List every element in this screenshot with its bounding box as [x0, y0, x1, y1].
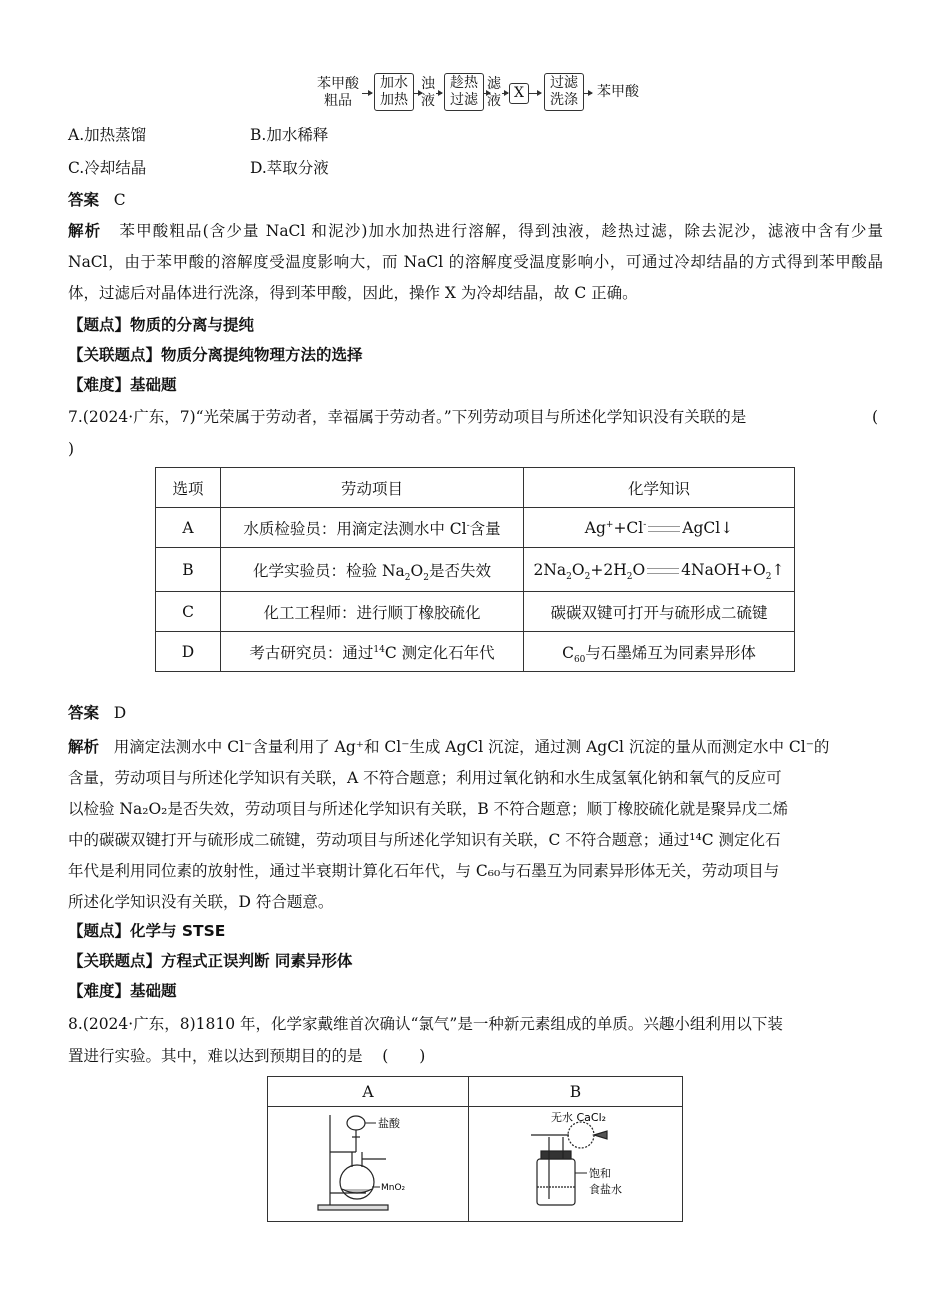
- table-cell: [524, 632, 795, 672]
- label-saturated: 饱和: [588, 1167, 611, 1180]
- cell-text: C 测定化石年代: [384, 643, 495, 662]
- flow-box-wash-line2: 洗涤: [550, 92, 578, 108]
- flow-start: [316, 76, 360, 110]
- table-row: [156, 632, 795, 672]
- label-hcl: 盐酸: [378, 1117, 400, 1130]
- table-cell: A: [156, 508, 221, 548]
- table-cell: [221, 548, 524, 592]
- flow-start-line2: 粗品: [324, 93, 352, 109]
- option-d: D.萃取分液: [250, 159, 329, 177]
- cell-text: O: [632, 560, 646, 579]
- flow-arrow: [436, 93, 442, 94]
- cell-text: 与石墨烯互为同素异形体: [585, 643, 756, 662]
- process-flow-diagram: [316, 72, 646, 114]
- flow-box-filter-line1: 趁热: [450, 75, 478, 91]
- flow-box-filter-line2: 过滤: [450, 92, 478, 108]
- table-cell: [524, 508, 795, 548]
- figure-cell-b: [469, 1107, 683, 1222]
- flow-box-wash: [544, 73, 584, 111]
- analysis-label: 解析: [68, 222, 102, 240]
- cell-text: +Cl: [613, 518, 644, 537]
- cell-sup: 14: [373, 644, 385, 655]
- flow-mid2-line2: 液: [487, 93, 501, 109]
- flow-arrow: [502, 93, 508, 94]
- equals-sign: [647, 568, 679, 574]
- cell-text: O: [571, 560, 585, 579]
- flow-mid2-line1: 滤: [487, 76, 501, 92]
- cell-text: 是否失效: [428, 561, 491, 580]
- flow-arrow: [529, 93, 541, 94]
- equals-sign: [648, 526, 680, 532]
- figure-cell-a: [268, 1107, 469, 1222]
- q6-analysis: [68, 216, 883, 309]
- cell-sub: 2: [626, 571, 633, 582]
- q7-analysis-line: 中的碳碳双键打开与硫形成二硫键，劳动项目与所述化学知识有关联，C 不符合题意；通过¹⁴C 测定化石: [68, 831, 781, 849]
- answer-value: D: [113, 704, 127, 722]
- cell-text: 2Na: [533, 560, 567, 579]
- cell-sup: -: [643, 519, 647, 530]
- table-header: 选项: [156, 468, 221, 508]
- q8-stem-text: 置进行实验。其中，难以达到预期目的的是: [68, 1047, 363, 1065]
- cell-sub: 2: [566, 571, 572, 582]
- table-cell: [221, 508, 524, 548]
- flow-box-x: X: [509, 83, 529, 104]
- cell-text: AgCl↓: [682, 518, 734, 537]
- flow-mid1: [420, 76, 436, 110]
- q6-tag-related: 【关联题点】物质分离提纯物理方法的选择: [68, 346, 363, 364]
- answer-label: 答案: [68, 191, 100, 209]
- q7-paren-close: ): [68, 440, 75, 458]
- table-header: 劳动项目: [221, 468, 524, 508]
- cell-text: 考古研究员：通过: [249, 643, 374, 662]
- cell-text: ↑: [771, 560, 785, 579]
- q7-table: [155, 467, 795, 672]
- cell-sup: -: [466, 520, 470, 531]
- table-header: B: [469, 1077, 683, 1107]
- analysis-label: 解析: [68, 738, 100, 756]
- q7-analysis-line: 含量，劳动项目与所述化学知识有关联，A 不符合题意；利用过氧化钠和水生成氢氧化钠和氧气的反应可: [68, 769, 782, 787]
- q8-table: [267, 1076, 683, 1222]
- table-cell: 化工工程师：进行顺丁橡胶硫化: [221, 592, 524, 632]
- flow-box-heat: [374, 73, 414, 111]
- label-brine: 食盐水: [588, 1183, 622, 1196]
- table-cell: [524, 548, 795, 592]
- q7-stem: 7.(2024·广东，7)“光荣属于劳动者，幸福属于劳动者。”下列劳动项目与所述化学知识没有关联的是: [68, 408, 747, 426]
- q7-paren-open: (: [872, 408, 879, 426]
- table-cell: D: [156, 632, 221, 672]
- cell-sub: 2: [423, 572, 429, 583]
- table-cell: [221, 632, 524, 672]
- label-cacl2: 无水 CaCl₂: [550, 1111, 606, 1124]
- label-mno2: MnO₂: [381, 1183, 406, 1193]
- cell-text: +2H: [590, 560, 627, 579]
- cell-sub: 2: [584, 571, 591, 582]
- apparatus-b-figure: [471, 1107, 681, 1217]
- flow-mid2: [486, 76, 502, 110]
- cell-text: C: [562, 643, 574, 662]
- table-row: [156, 468, 795, 508]
- flow-box-heat-line1: 加水: [380, 75, 408, 91]
- q7-analysis-line: 以检验 Na₂O₂是否失效，劳动项目与所述化学知识有关联，B 不符合题意；顺丁橡胶硫化就是聚异戊二烯: [68, 800, 789, 818]
- table-cell: 碳碳双键可打开与硫形成二硫键: [524, 592, 795, 632]
- option-a: A.加热蒸馏: [68, 126, 147, 144]
- q8-paren: ( ): [382, 1047, 426, 1065]
- cell-text: O: [410, 561, 424, 580]
- flow-mid1-line1: 浊: [421, 76, 435, 92]
- flow-box-wash-line1: 过滤: [550, 75, 578, 91]
- analysis-text: 用滴定法测水中 Cl⁻含量利用了 Ag⁺和 Cl⁻生成 AgCl 沉淀，通过测 AgCl 沉淀的量从而测定水中 Cl⁻的: [113, 738, 830, 756]
- table-row: [268, 1077, 683, 1107]
- table-row: [156, 548, 795, 592]
- cell-sub: 2: [404, 572, 411, 583]
- q6-tag-difficulty: 【难度】基础题: [68, 376, 177, 394]
- q6-tag-topic: 【题点】物质的分离与提纯: [68, 316, 255, 334]
- table-header: 化学知识: [524, 468, 795, 508]
- flow-arrow: [584, 93, 592, 94]
- cell-text: Ag: [584, 518, 606, 537]
- flow-end: 苯甲酸: [597, 84, 639, 100]
- table-cell: B: [156, 548, 221, 592]
- q6-answer: [68, 190, 126, 210]
- flow-arrow: [362, 93, 372, 94]
- answer-value: C: [113, 191, 126, 209]
- table-row: [156, 508, 795, 548]
- q7-tag-related: 【关联题点】方程式正误判断 同素异形体: [68, 952, 353, 970]
- q7-analysis-line: [68, 737, 829, 757]
- apparatus-a-figure: [268, 1107, 468, 1217]
- flow-box-filter: [444, 73, 484, 111]
- cell-text: 化学实验员：检验 Na: [253, 561, 405, 580]
- q8-stem-line2: [68, 1046, 425, 1066]
- cell-sub: 60: [573, 654, 586, 665]
- q7-answer: [68, 703, 126, 723]
- option-c: C.冷却结晶: [68, 159, 147, 177]
- table-cell: C: [156, 592, 221, 632]
- flow-box-heat-line2: 加热: [380, 92, 408, 108]
- cell-sub: 2: [765, 571, 772, 582]
- q7-tag-difficulty: 【难度】基础题: [68, 982, 177, 1000]
- table-header: A: [268, 1077, 469, 1107]
- flow-mid1-line2: 液: [421, 93, 435, 109]
- q7-tag-topic: 【题点】化学与 STSE: [68, 922, 226, 940]
- q7-analysis-line: 所述化学知识没有关联，D 符合题意。: [68, 893, 334, 911]
- q7-analysis-line: 年代是利用同位素的放射性，通过半衰期计算化石年代，与 C₆₀与石墨互为同素异形体无关，劳动项目与: [68, 862, 780, 880]
- table-row: [156, 592, 795, 632]
- cell-sup: +: [605, 519, 614, 530]
- cell-text: 4NaOH+O: [681, 560, 766, 579]
- answer-label: 答案: [68, 704, 100, 722]
- analysis-text: 苯甲酸粗品(含少量 NaCl 和泥沙)加水加热进行溶解，得到浊液，趁热过滤，除去泥沙，滤液中含有少量 NaCl，由于苯甲酸的溶解度受温度影响大，而 NaCl 的溶解度受温度影响小，可通过冷却结晶的方式得到苯甲酸晶体，过滤后对晶体进行洗涤，得到苯甲酸，因此，操作 X 为冷却结晶，故 C 正确。: [68, 222, 883, 302]
- flow-start-line1: 苯甲酸: [317, 76, 359, 92]
- cell-text: 含量: [469, 519, 501, 538]
- option-b: B.加水稀释: [250, 126, 329, 144]
- table-row: [268, 1107, 683, 1222]
- cell-text: 水质检验员：用滴定法测水中 Cl: [243, 519, 467, 538]
- q8-stem-line1: 8.(2024·广东，8)1810 年，化学家戴维首次确认“氯气”是一种新元素组成的单质。兴趣小组利用以下装: [68, 1015, 783, 1033]
